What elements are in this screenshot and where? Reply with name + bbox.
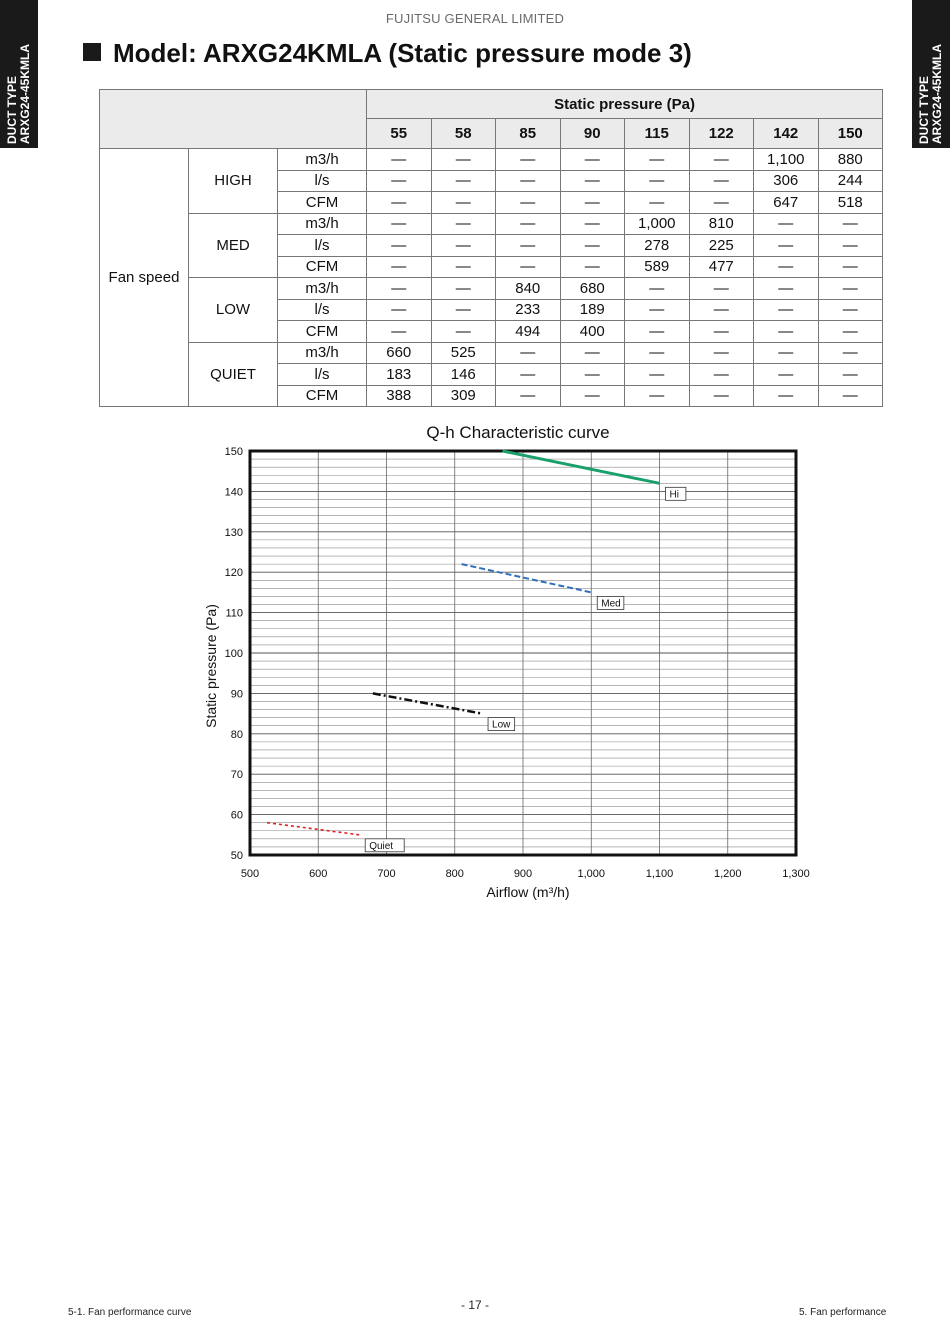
value-cell: 810 [689,213,754,235]
pressure-column-header: 58 [431,119,496,149]
value-cell: — [818,299,883,321]
x-tick-label: 1,000 [577,868,606,880]
value-cell: — [625,321,690,343]
value-cell: — [625,278,690,300]
value-cell: — [754,213,819,235]
value-cell: 660 [367,342,432,364]
value-cell: — [818,342,883,364]
side-tab-text [6,44,32,144]
pressure-column-header: 122 [689,119,754,149]
value-cell: — [689,385,754,407]
value-cell: — [431,235,496,257]
value-cell: — [560,385,625,407]
value-cell: — [754,299,819,321]
value-cell: 840 [496,278,561,300]
value-cell: — [754,321,819,343]
value-cell: — [818,321,883,343]
value-cell: — [431,213,496,235]
value-cell: — [754,364,819,386]
value-cell: — [818,256,883,278]
side-tab-line-2: ARXG24-45KMLA [930,43,944,144]
value-cell: 183 [367,364,432,386]
value-cell: 525 [431,342,496,364]
x-tick-label: 700 [377,868,396,880]
series-label-quiet: Quiet [369,840,394,852]
value-cell: 518 [818,192,883,214]
value-cell: — [496,235,561,257]
value-cell: — [625,299,690,321]
unit-cell: CFM [278,192,367,214]
value-cell: — [625,364,690,386]
y-tick-label: 70 [230,769,243,782]
value-cell: — [560,364,625,386]
y-tick-label: 80 [230,728,243,741]
value-cell: — [431,321,496,343]
value-cell: — [560,170,625,192]
value-cell: — [560,235,625,257]
value-cell: — [431,256,496,278]
value-cell: — [754,256,819,278]
pressure-column-header: 90 [560,119,625,149]
value-cell: — [754,342,819,364]
value-cell: 477 [689,256,754,278]
y-tick-labels [225,446,243,862]
value-cell: 388 [367,385,432,407]
value-cell: — [367,192,432,214]
speed-group-label: HIGH [189,149,278,214]
pressure-column-header: 150 [818,119,883,149]
unit-cell: m3/h [278,278,367,300]
value-cell: — [431,170,496,192]
value-cell: — [560,192,625,214]
value-cell: — [496,256,561,278]
series-label-low: Low [492,719,511,731]
y-tick-label: 60 [230,809,243,822]
value-cell: 278 [625,235,690,257]
page-title [83,38,692,69]
pressure-column-header: 85 [496,119,561,149]
value-cell: 400 [560,321,625,343]
value-cell: — [496,364,561,386]
value-cell: 1,100 [754,149,819,171]
value-cell: — [560,213,625,235]
value-cell: 306 [754,170,819,192]
value-cell: — [496,342,561,364]
value-cell: 233 [496,299,561,321]
series-line-quiet [267,823,359,835]
value-cell: — [496,149,561,171]
value-cell: — [367,235,432,257]
value-cell: — [496,213,561,235]
value-cell: 189 [560,299,625,321]
value-cell: — [818,364,883,386]
qh-chart [195,417,815,907]
value-cell: — [367,321,432,343]
value-cell: — [431,299,496,321]
unit-cell: m3/h [278,342,367,364]
value-cell: — [689,321,754,343]
speed-group-label: LOW [189,278,278,343]
x-tick-label: 1,300 [782,868,810,880]
value-cell: 880 [818,149,883,171]
value-cell: — [625,385,690,407]
value-cell: — [431,278,496,300]
value-cell: — [689,299,754,321]
x-tick-label: 1,100 [645,868,674,880]
value-cell: 1,000 [625,213,690,235]
x-tick-label: 900 [513,868,533,880]
value-cell: — [689,342,754,364]
unit-cell: l/s [278,364,367,386]
value-cell: 244 [818,170,883,192]
footer-left: 5-1. Fan performance curve [68,1307,192,1318]
page-title-text: Model: ARXG24KMLA (Static pressure mode 3) [113,38,692,68]
unit-cell: l/s [278,299,367,321]
y-tick-label: 90 [230,688,243,701]
speed-group-label: MED [189,213,278,278]
value-cell: — [818,213,883,235]
y-tick-label: 50 [230,850,243,862]
value-cell: 647 [754,192,819,214]
y-tick-label: 110 [225,607,243,620]
value-cell: — [367,149,432,171]
value-cell: — [560,342,625,364]
value-cell: — [431,149,496,171]
value-cell: — [754,385,819,407]
pressure-column-header: 55 [367,119,432,149]
y-tick-label: 100 [224,648,243,660]
value-cell: 146 [431,364,496,386]
unit-cell: CFM [278,321,367,343]
value-cell: — [689,192,754,214]
value-cell: 225 [689,235,754,257]
table-body [100,149,883,407]
chart-title: Q-h Characteristic curve [426,423,610,442]
table-row [100,213,883,235]
fan-performance-table [99,89,883,407]
page-number: - 17 - [460,1298,489,1312]
value-cell: — [496,192,561,214]
value-cell: 589 [625,256,690,278]
value-cell: — [496,385,561,407]
value-cell: — [367,299,432,321]
side-tab-line-2: ARXG24-45KMLA [18,43,32,144]
value-cell: — [560,149,625,171]
value-cell: — [367,256,432,278]
square-bullet-icon [83,43,101,61]
value-cell: — [754,278,819,300]
value-cell: 309 [431,385,496,407]
value-cell: — [625,192,690,214]
unit-cell: CFM [278,256,367,278]
x-tick-labels [241,868,810,880]
value-cell: 680 [560,278,625,300]
unit-cell: m3/h [278,149,367,171]
y-axis-label: Static pressure (Pa) [203,604,219,728]
table-row [100,149,883,171]
table-row [100,342,883,364]
value-cell: — [818,235,883,257]
value-cell: — [818,385,883,407]
speed-group-label: QUIET [189,342,278,407]
side-tab-left [0,0,38,148]
y-tick-label: 120 [224,567,243,580]
side-tab-line-1: DUCT TYPE [5,75,19,144]
value-cell: — [625,149,690,171]
value-cell: — [689,170,754,192]
pressure-column-header: 115 [625,119,690,149]
y-tick-label: 130 [224,526,243,539]
value-cell: — [625,342,690,364]
value-cell: 494 [496,321,561,343]
value-cell: — [496,170,561,192]
value-cell: — [625,170,690,192]
fan-speed-label: Fan speed [100,149,189,407]
unit-cell: CFM [278,385,367,407]
x-tick-label: 1,200 [713,868,742,880]
value-cell: — [754,235,819,257]
side-tab-text [918,44,944,144]
x-axis-label: Airflow (m³/h) [486,884,570,900]
side-tab-line-1: DUCT TYPE [917,75,931,144]
company-header: FUJITSU GENERAL LIMITED [385,11,565,26]
series-label-hi: Hi [669,489,679,501]
footer-right: 5. Fan performance [799,1307,887,1318]
value-cell: — [367,213,432,235]
series-label-med: Med [601,598,621,610]
unit-cell: m3/h [278,213,367,235]
side-tab-right [912,0,950,148]
value-cell: — [367,170,432,192]
value-cell: — [689,149,754,171]
y-tick-label: 140 [224,486,243,499]
unit-cell: l/s [278,235,367,257]
table-row [100,278,883,300]
table-corner-cell [100,90,367,149]
value-cell: — [689,364,754,386]
static-pressure-header: Static pressure (Pa) [367,90,883,119]
x-tick-label: 800 [445,868,464,880]
chart-grid [250,451,796,855]
pressure-column-header: 142 [754,119,819,149]
x-tick-label: 600 [309,868,328,880]
value-cell: — [431,192,496,214]
y-tick-label: 150 [224,446,243,458]
unit-cell: l/s [278,170,367,192]
value-cell: — [367,278,432,300]
value-cell: — [689,278,754,300]
x-tick-label: 500 [240,868,260,880]
value-cell: — [560,256,625,278]
chart-series [267,451,686,852]
value-cell: — [818,278,883,300]
series-line-low [373,693,482,713]
